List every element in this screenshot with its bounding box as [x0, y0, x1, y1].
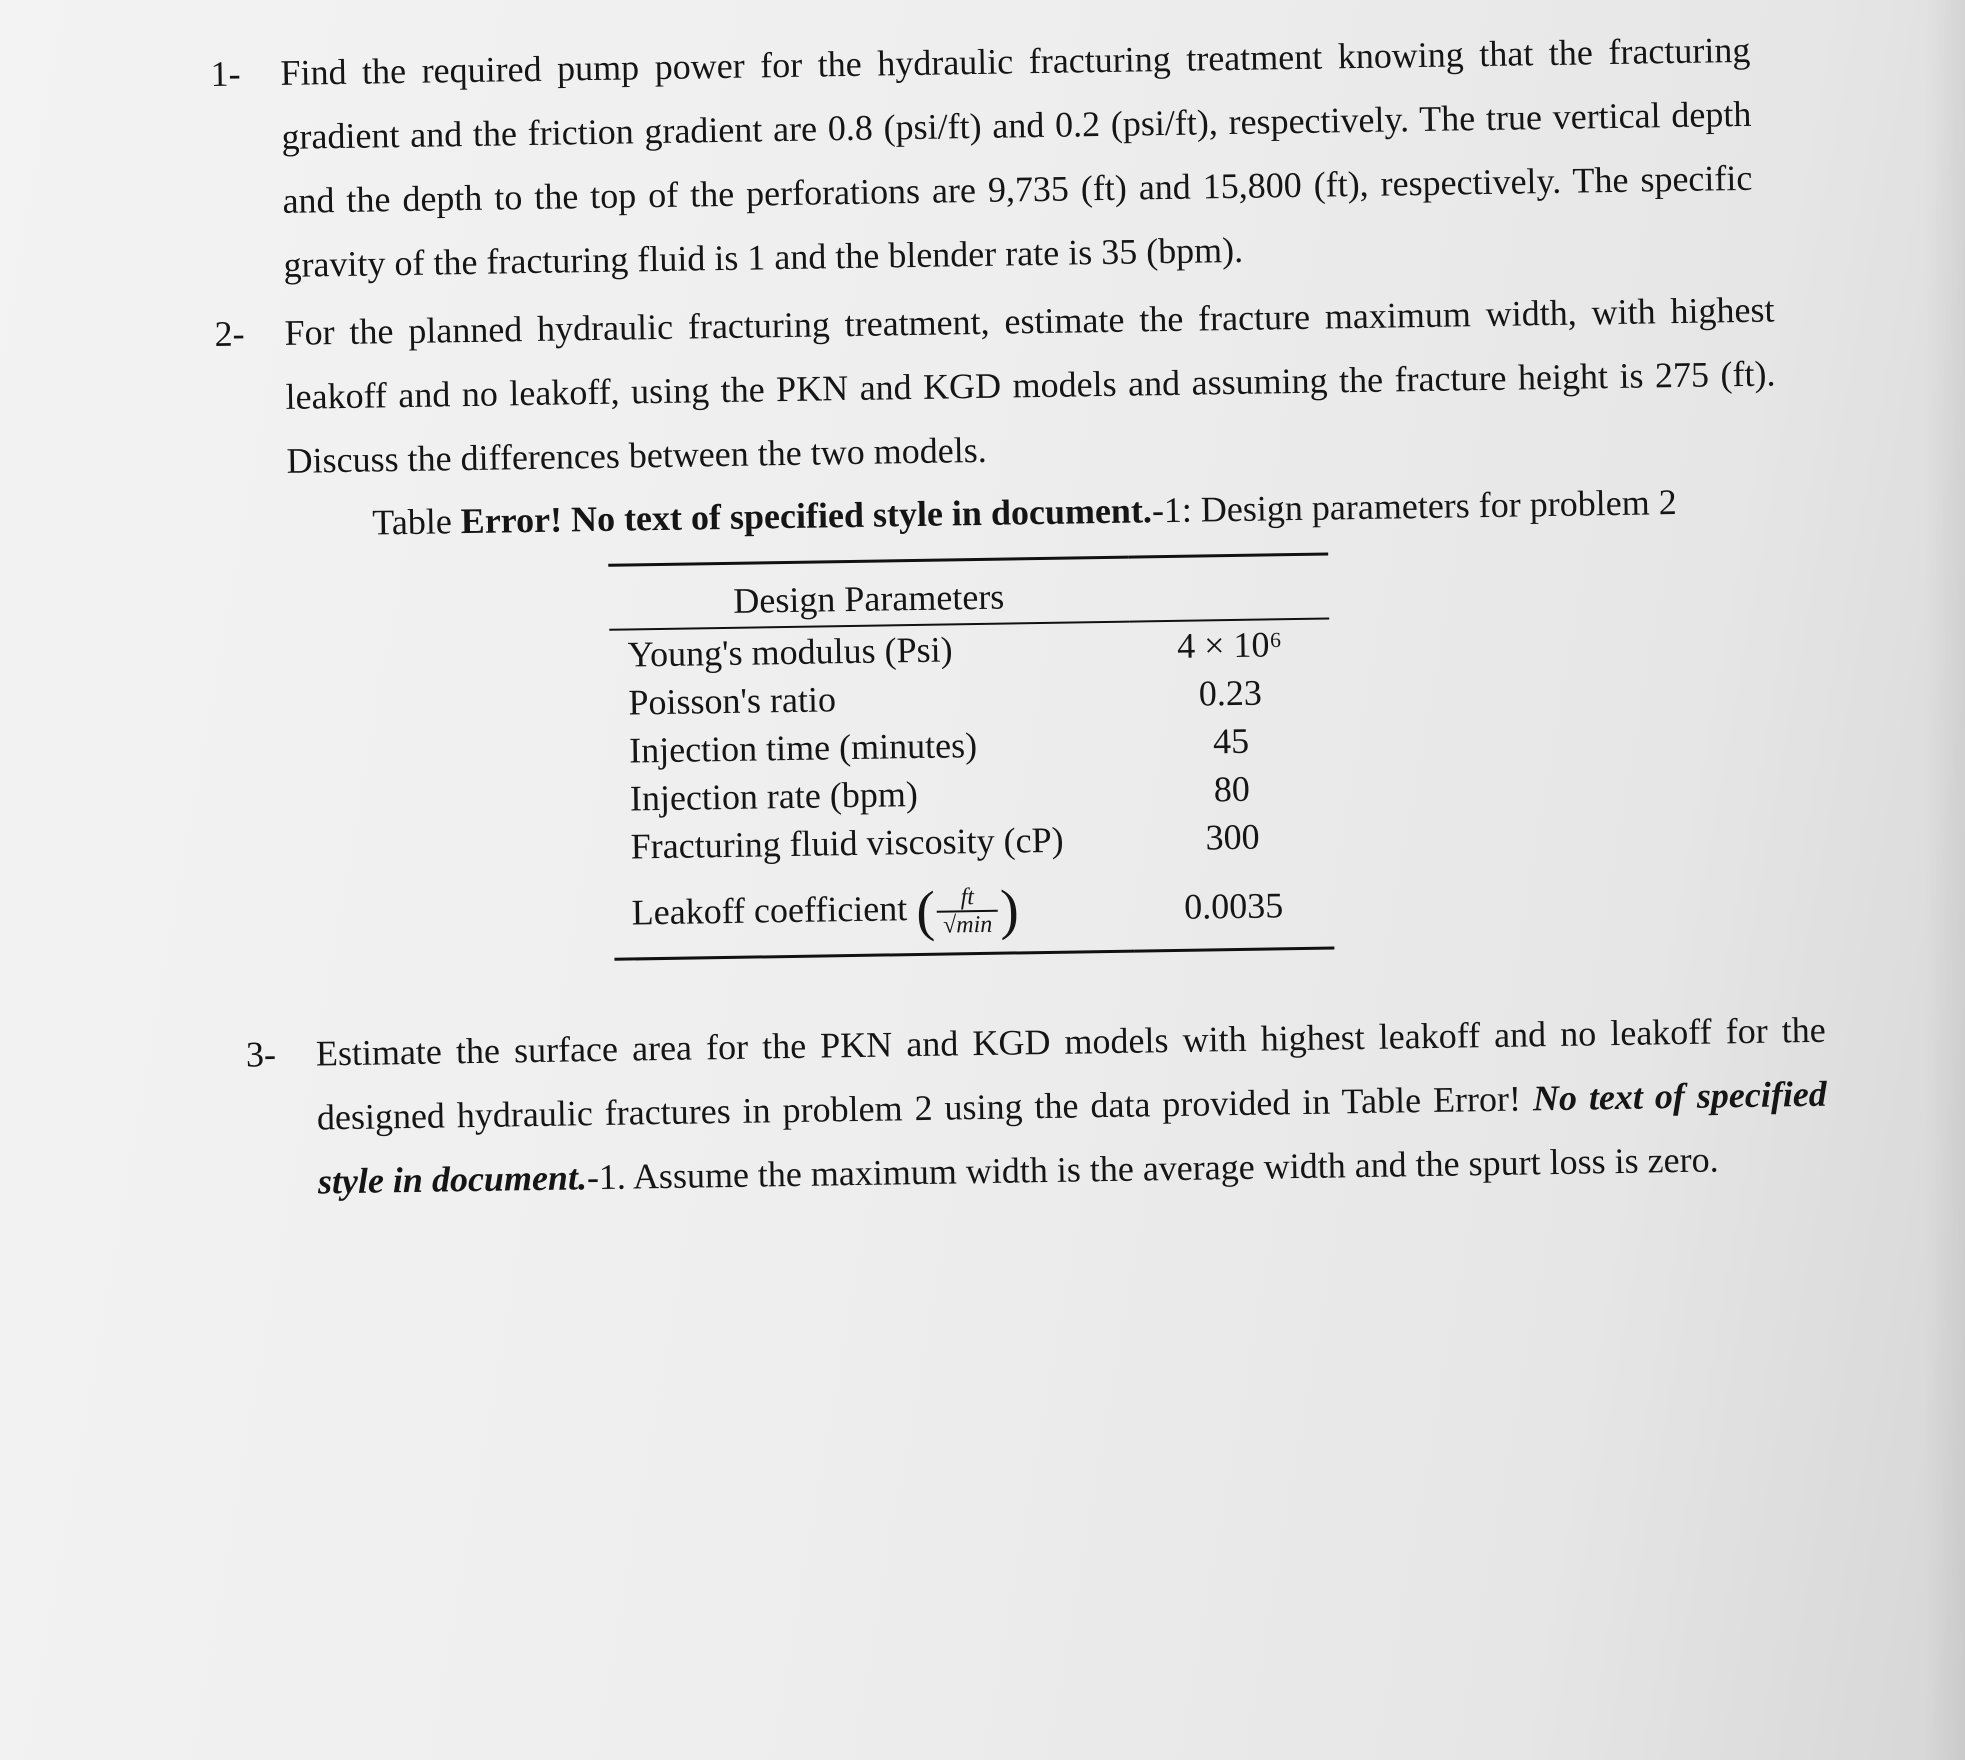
- row-value: 80: [1213, 768, 1251, 810]
- table-header-row: [608, 554, 1329, 630]
- row-label: Poisson's ratio: [628, 679, 837, 723]
- row-label: Injection rate (bpm): [629, 773, 919, 819]
- row-label: Young's modulus (Psi): [627, 629, 953, 675]
- caption-suffix: -1: Design parameters for problem 2: [1151, 482, 1677, 531]
- problem-3-text-after: -1. Assume the maximum width is the average width and the spurt loss is zero.: [586, 1139, 1719, 1197]
- problem-2: [214, 277, 1777, 493]
- document-page: [210, 17, 1828, 1214]
- problem-1-number: 1-: [210, 53, 241, 94]
- row-value: 300: [1205, 816, 1260, 858]
- row-value: 45: [1212, 720, 1250, 762]
- problem-2-number: 2-: [214, 313, 245, 354]
- caption-prefix: Table: [372, 501, 453, 543]
- paper-edge-shadow: [1925, 0, 1965, 1760]
- table-row-leakoff: [613, 859, 1334, 959]
- problem-3-text-italic: No text of specified style in document.: [317, 1073, 1828, 1202]
- row-label: Fracturing fluid viscosity (cP): [630, 819, 1064, 867]
- problem-1-text: Find the required pump power for the hydraulic fracturing treatment knowing that the fracturing gradient and the friction gradient are 0.8 (psi/ft) and 0.2 (psi/ft), respectively. The true vertical depth and the depth to the top of the perforations are 9,735 (ft) and 15,800 (ft), respectively. The specific gravity of the fracturing fluid is 1 and the blender rate is 35 (bpm).: [280, 29, 1753, 285]
- problem-3-text-before: Estimate the surface area for the PKN and KGD models with highest leakoff and no leakoff for the designed hydraulic fractures in problem 2 using the data provided in Table Error!: [315, 1009, 1827, 1138]
- problem-3: [245, 997, 1828, 1214]
- leakoff-unit-denominator: √min: [942, 911, 993, 939]
- problem-2-text: For the planned hydraulic fracturing treatment, estimate the fracture maximum width, with highest leakoff and no leakoff, using the PKN and KGD models and assuming the fracture height is 275 (ft). Discuss the differences between the two models.: [284, 289, 1776, 481]
- table-header: Design Parameters: [733, 576, 1005, 621]
- row-value: 0.23: [1198, 672, 1263, 714]
- leakoff-unit-fraction: [937, 883, 999, 938]
- design-parameters-table: [608, 552, 1334, 960]
- problem-3-text: [315, 997, 1828, 1213]
- leakoff-label: Leakoff coefficient: [631, 888, 908, 933]
- leakoff-value: 0.0035: [1183, 885, 1284, 928]
- leakoff-unit-numerator: ft: [937, 883, 999, 912]
- left-paren: (: [915, 880, 936, 943]
- problem-3-number: 3-: [245, 1033, 277, 1075]
- row-value: 4 × 10⁶: [1176, 624, 1283, 666]
- problem-1: [210, 18, 1754, 298]
- table-header-empty: [1128, 554, 1329, 622]
- leakoff-label-cell: [613, 863, 1134, 959]
- caption-error: Error! No text of specified style in document.: [460, 490, 1153, 542]
- design-parameters-table-wrap: [608, 552, 1334, 960]
- row-label: Injection time (minutes): [628, 725, 978, 771]
- right-paren: ): [999, 879, 1020, 942]
